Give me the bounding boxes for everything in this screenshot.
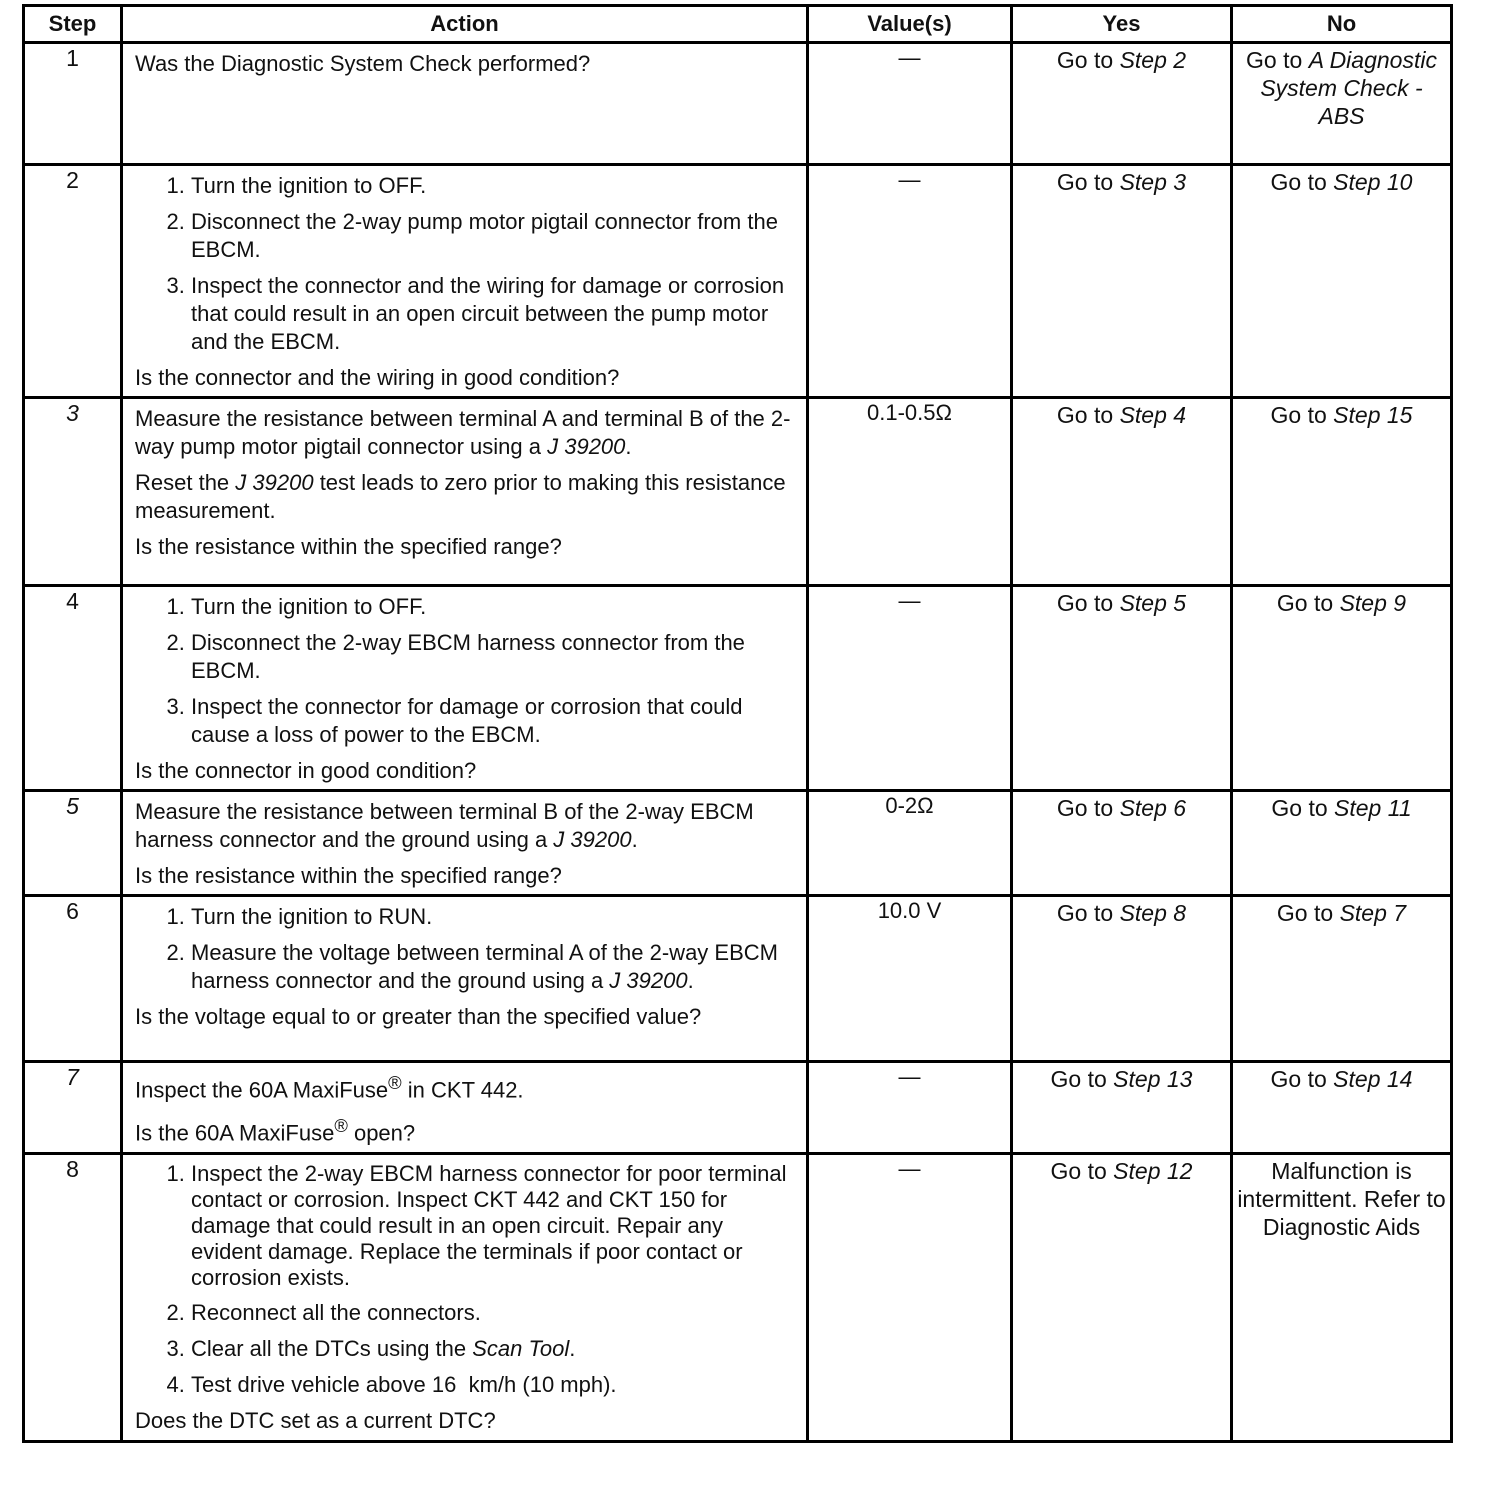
tool-reference: J 39200: [553, 827, 632, 852]
action-text-part: Reset the: [135, 470, 236, 495]
tool-reference: J 39200: [609, 968, 688, 993]
tool-reference: J 39200: [547, 434, 626, 459]
header-values: Value(s): [808, 6, 1012, 43]
action-question: Is the connector and the wiring in good condition?: [135, 365, 620, 390]
action-cell: [122, 586, 808, 791]
value-cell: 10.0 V: [808, 896, 1012, 1062]
goto-label: Go to: [1276, 590, 1340, 616]
value-cell: —: [808, 586, 1012, 791]
diagnostic-table: [22, 4, 1453, 1443]
value-cell: —: [808, 1062, 1012, 1154]
list-item: 3. Inspect the connector for damage or corrosion that could cause a loss of power to the EBCM.: [191, 693, 796, 749]
goto-target: Step 10: [1333, 169, 1413, 195]
goto-target: Step 14: [1333, 1066, 1413, 1092]
header-row: [24, 6, 1452, 43]
goto-label: Go to: [1271, 795, 1335, 821]
table-row: [24, 398, 1452, 586]
action-question: Is the connector in good condition?: [135, 758, 477, 783]
yes-cell: [1012, 398, 1232, 586]
header-step: Step: [24, 6, 122, 43]
value-cell: 0-2Ω: [808, 791, 1012, 896]
yes-cell: [1012, 896, 1232, 1062]
action-text-part: .: [631, 827, 638, 852]
action-text: [135, 405, 796, 461]
goto-label: Go to: [1056, 795, 1120, 821]
list-item: 1. Turn the ignition to OFF.: [191, 593, 796, 621]
action-cell: [122, 1153, 808, 1441]
goto-target: Step 12: [1113, 1157, 1193, 1184]
action-cell: [122, 43, 808, 165]
list-item: [191, 939, 796, 995]
value-cell: —: [808, 43, 1012, 165]
action-list: [135, 1161, 796, 1399]
table-row: [24, 165, 1452, 398]
action-text: Was the Diagnostic System Check performed?: [135, 51, 591, 76]
goto-label: Go to: [1270, 169, 1334, 195]
no-cell: [1232, 791, 1452, 896]
action-text-part: Inspect the 60A MaxiFuse: [135, 1077, 389, 1103]
list-item: 2. Disconnect the 2-way EBCM harness connector from the EBCM.: [191, 629, 796, 685]
action-text-part: open?: [347, 1120, 416, 1146]
list-item-text: Measure the voltage between terminal A of the 2-way EBCM harness connector and the ground using a: [191, 940, 778, 993]
no-cell: [1232, 398, 1452, 586]
goto-target: Step 2: [1119, 47, 1187, 73]
action-cell: [122, 398, 808, 586]
goto-target: Step 15: [1333, 402, 1413, 428]
action-text-part: Measure the resistance between terminal B of the 2-way EBCM harness connector and the ground using a: [135, 799, 754, 852]
yes-cell: [1012, 165, 1232, 398]
table-row: [24, 586, 1452, 791]
no-cell: [1232, 1062, 1452, 1154]
goto-target: Step 13: [1113, 1066, 1193, 1092]
action-question: [135, 1112, 796, 1147]
goto-label: Go to: [1270, 402, 1334, 428]
action-text-part: in CKT 442.: [401, 1077, 524, 1103]
step-number: 8: [24, 1153, 122, 1441]
step-number: 4: [24, 586, 122, 791]
no-cell: [1232, 896, 1452, 1062]
action-question: Is the resistance within the specified range?: [135, 534, 562, 559]
value-cell: —: [808, 1153, 1012, 1441]
value-cell: 0.1-0.5Ω: [808, 398, 1012, 586]
action-text-part: test leads to zero prior to making this resistance measurement.: [135, 470, 786, 523]
list-item: 2. Reconnect all the connectors.: [191, 1299, 796, 1327]
goto-target: A Diagnostic System Check - ABS: [1260, 47, 1437, 129]
list-item-text: Clear all the DTCs using the: [191, 1335, 473, 1361]
list-item: 1. Inspect the 2-way EBCM harness connector for poor terminal contact or corrosion. Inspect CKT 442 and CKT 150 for damage that could result in an open circuit. Repair any evident damage. Replace the terminals if poor contact or corrosion exists.: [191, 1161, 796, 1291]
list-item: 1. Turn the ignition to RUN.: [191, 903, 796, 931]
goto-target: Step 4: [1119, 402, 1187, 428]
goto-target: Step 11: [1334, 795, 1412, 821]
goto-label: Go to: [1050, 1157, 1114, 1184]
action-text-part: Measure the resistance between terminal A and terminal B of the 2-way pump motor pigtail connector using a: [135, 406, 791, 459]
goto-label: Go to: [1050, 1066, 1114, 1092]
header-yes: Yes: [1012, 6, 1232, 43]
table-row: [24, 43, 1452, 165]
step-number: 1: [24, 43, 122, 165]
goto-label: Go to: [1056, 900, 1120, 926]
list-item: 3. Inspect the connector and the wiring for damage or corrosion that could result in an open circuit between the pump motor and the EBCM.: [191, 272, 796, 356]
goto-target: Step 9: [1339, 590, 1407, 616]
goto-label: Go to: [1246, 47, 1309, 73]
header-no: No: [1232, 6, 1452, 43]
goto-label: Go to: [1276, 900, 1340, 926]
table-row: [24, 896, 1452, 1062]
action-list: [135, 172, 796, 356]
header-action: Action: [122, 6, 808, 43]
no-cell: [1232, 165, 1452, 398]
action-text: [135, 1069, 796, 1104]
tool-reference: J 39200: [235, 470, 314, 495]
step-number: 7: [24, 1062, 122, 1154]
table-row: [24, 1062, 1452, 1154]
goto-label: Go to: [1056, 402, 1120, 428]
list-item: 1. Turn the ignition to OFF.: [191, 172, 796, 200]
list-item: 4. Test drive vehicle above 16 km/h (10 mph).: [191, 1371, 796, 1399]
action-cell: [122, 1062, 808, 1154]
value-cell: —: [808, 165, 1012, 398]
goto-target: Step 3: [1119, 169, 1187, 195]
goto-label: Go to: [1056, 169, 1120, 195]
yes-cell: [1012, 1153, 1232, 1441]
step-number: 3: [24, 398, 122, 586]
action-list: [135, 593, 796, 749]
yes-cell: [1012, 586, 1232, 791]
list-item: [191, 1335, 796, 1363]
step-number: 6: [24, 896, 122, 1062]
no-cell: [1232, 586, 1452, 791]
action-cell: [122, 896, 808, 1062]
action-question: Is the resistance within the specified range?: [135, 863, 562, 888]
goto-label: Go to: [1056, 590, 1120, 616]
list-item-text: .: [687, 968, 694, 993]
action-cell: [122, 791, 808, 896]
goto-label: Go to: [1270, 1066, 1334, 1092]
yes-cell: [1012, 43, 1232, 165]
list-item: 2. Disconnect the 2-way pump motor pigtail connector from the EBCM.: [191, 208, 796, 264]
registered-mark: ®: [334, 1115, 348, 1137]
goto-target: Step 6: [1119, 795, 1187, 821]
step-number: 2: [24, 165, 122, 398]
action-text-part: .: [625, 434, 632, 459]
table-row: [24, 791, 1452, 896]
step-number: 5: [24, 791, 122, 896]
no-cell: [1232, 43, 1452, 165]
yes-cell: [1012, 1062, 1232, 1154]
table-row: [24, 1153, 1452, 1441]
yes-cell: [1012, 791, 1232, 896]
action-list: [135, 903, 796, 995]
tool-reference: Scan Tool: [472, 1335, 570, 1361]
registered-mark: ®: [388, 1072, 402, 1093]
goto-target: Step 8: [1119, 900, 1187, 926]
action-text: [135, 469, 796, 525]
list-item-text: .: [569, 1335, 576, 1361]
action-text: [135, 798, 796, 854]
action-question: Does the DTC set as a current DTC?: [135, 1407, 496, 1433]
action-text-part: Is the 60A MaxiFuse: [135, 1120, 335, 1146]
action-question: Is the voltage equal to or greater than the specified value?: [135, 1004, 702, 1029]
action-cell: [122, 165, 808, 398]
no-cell: Malfunction is intermittent. Refer to Diagnostic Aids: [1232, 1153, 1452, 1441]
goto-target: Step 5: [1119, 590, 1187, 616]
goto-label: Go to: [1056, 47, 1120, 73]
goto-target: Step 7: [1339, 900, 1407, 926]
